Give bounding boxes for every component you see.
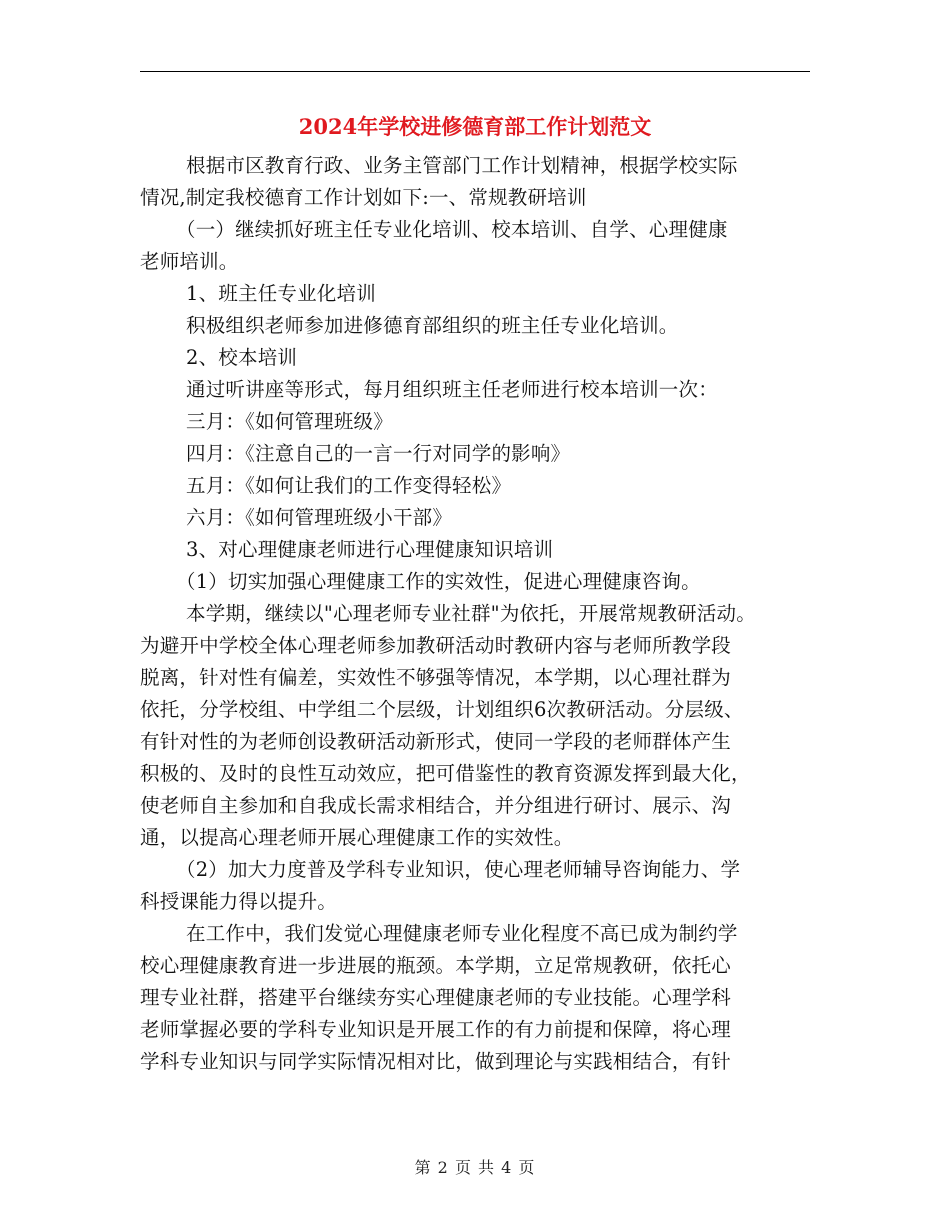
text-line: 脱离，针对性有偏差，实效性不够强等情况，本学期，以心理社群为: [140, 666, 732, 689]
text-line: 通过听讲座等形式，每月组织班主任老师进行校本培训一次：: [186, 378, 718, 401]
text-line: 老师掌握必要的学科专业知识是开展工作的有力前提和保障，将心理: [140, 1018, 732, 1041]
text-line: 科授课能力得以提升。: [140, 890, 338, 913]
text-line: 为避开中学校全体心理老师参加教研活动时教研内容与老师所教学段: [140, 634, 732, 657]
text-line: 本学期，继续以"心理老师专业社群"为依托，开展常规教研活动。: [186, 602, 756, 625]
text-line: （2）加大力度普及学科专业知识，使心理老师辅导咨询能力、学: [176, 858, 741, 881]
text-line: 积极的、及时的良性互动效应，把可借鉴性的教育资源发挥到最大化，: [140, 762, 751, 785]
page-number: 第 2 页 共 4 页: [414, 1158, 536, 1177]
text-line: 根据市区教育行政、业务主管部门工作计划精神，根据学校实际: [186, 154, 738, 177]
text-line: 六月：《如何管理班级小干部》: [186, 506, 453, 529]
text-line: 使老师自主参加和自我成长需求相结合，并分组进行研讨、展示、沟: [140, 794, 732, 817]
text-line: 理专业社群，搭建平台继续夯实心理健康老师的专业技能。心理学科: [140, 986, 732, 1009]
text-line: 学科专业知识与同学实际情况相对比，做到理论与实践相结合，有针: [140, 1050, 732, 1073]
text-line: 依托，分学校组、中学组二个层级，计划组织6次教研活动。分层级、: [140, 698, 744, 721]
text-line: 2、校本培训: [186, 346, 298, 369]
text-line: 1、班主任专业化培训: [186, 282, 376, 305]
text-line: 四月：《注意自己的一言一行对同学的影响》: [186, 442, 571, 465]
text-line: 三月：《如何管理班级》: [186, 410, 393, 433]
text-line: 3、对心理健康老师进行心理健康知识培训: [186, 538, 554, 561]
text-line: 在工作中，我们发觉心理健康老师专业化程度不高已成为制约学: [186, 922, 738, 945]
text-line: 情况,制定我校德育工作计划如下:一、常规教研培训: [140, 186, 587, 209]
text-line: 有针对性的为老师创设教研活动新形式，使同一学段的老师群体产生: [140, 730, 732, 753]
text-line: 积极组织老师参加进修德育部组织的班主任专业化培训。: [186, 314, 679, 337]
text-line: 校心理健康教育进一步进展的瓶颈。本学期，立足常规教研，依托心: [140, 954, 732, 977]
header-rule: [140, 71, 810, 72]
document-title: 2024年学校进修德育部工作计划范文: [298, 114, 652, 139]
text-line: （1）切实加强心理健康工作的实效性，促进心理健康咨询。: [176, 570, 701, 593]
text-line: 通，以提高心理老师开展心理健康工作的实效性。: [140, 826, 574, 849]
document-body: [140, 150, 812, 1078]
text-line: 老师培训。: [140, 250, 239, 273]
text-line: 五月：《如何让我们的工作变得轻松》: [186, 474, 512, 497]
text-line: （一）继续抓好班主任专业化培训、校本培训、自学、心理健康: [176, 218, 728, 241]
